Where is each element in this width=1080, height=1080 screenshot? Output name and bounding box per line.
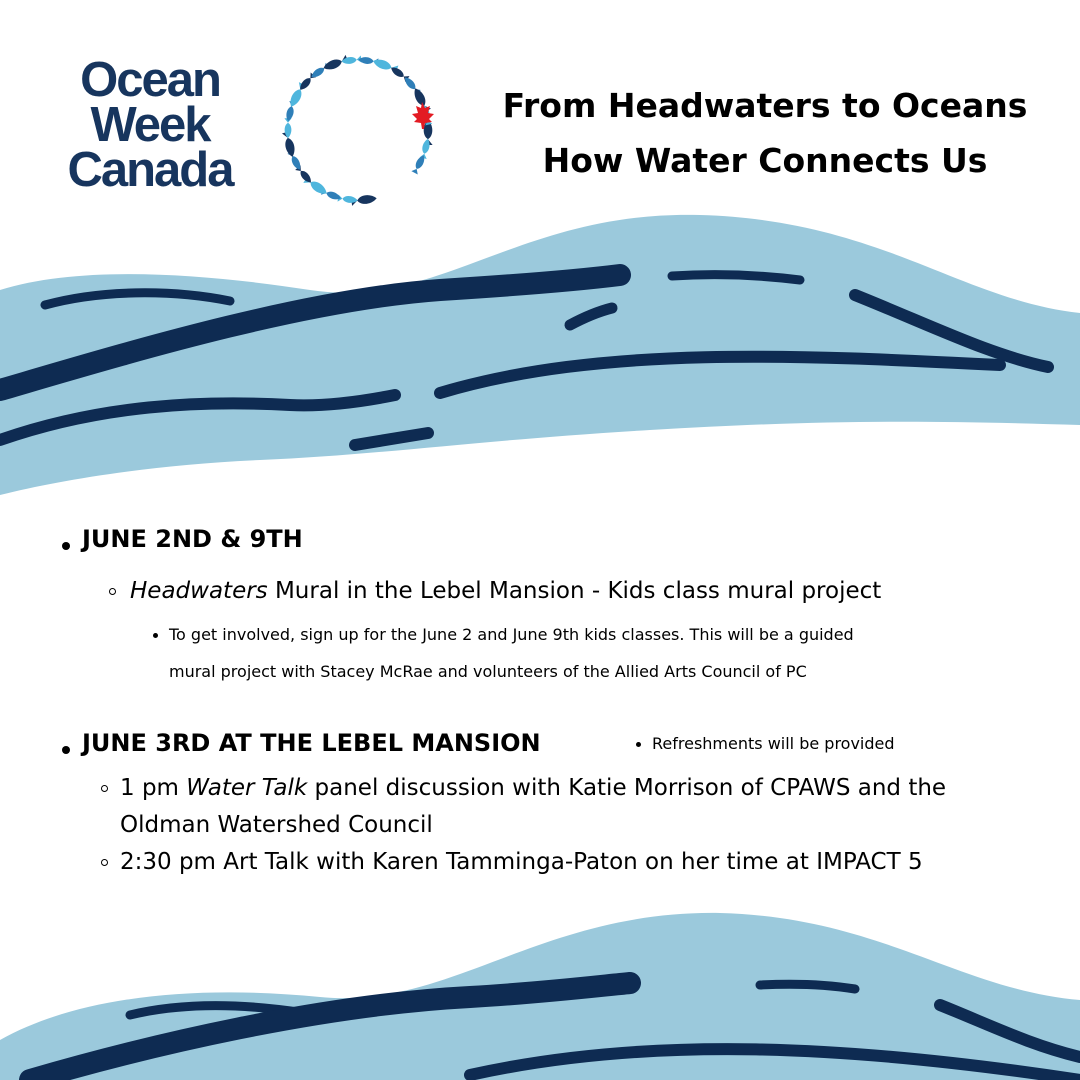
- mural-detail-line-1: To get involved, sign up for the June 2 and June 9th kids classes. This will be a guided: [169, 625, 854, 644]
- water-talk-line-2: Oldman Watershed Council: [120, 812, 433, 838]
- mural-title: [130, 576, 881, 606]
- bullet-circle: [109, 588, 116, 595]
- logo-line-canada: Canada: [67, 143, 233, 197]
- top-wave-graphic: [0, 205, 1080, 500]
- bullet-circle: [101, 785, 108, 792]
- water-talk-line-1: [120, 773, 946, 803]
- water-talk-time: 1 pm: [120, 775, 187, 801]
- fish-circle-maple-leaf-icon: [270, 42, 446, 218]
- bottom-wave-graphic: [0, 905, 1080, 1080]
- mural-title-rest: Mural in the Lebel Mansion - Kids class mural project: [267, 578, 882, 604]
- logo-line-week: Week: [90, 98, 210, 152]
- bullet-dot: [62, 542, 70, 550]
- heading-june-3: JUNE 3RD AT THE LEBEL MANSION: [82, 729, 541, 757]
- mural-title-italic: Headwaters: [130, 578, 268, 604]
- event-headline: [470, 78, 1060, 188]
- water-talk-title: Water Talk: [186, 775, 308, 801]
- bullet-small: [636, 742, 641, 747]
- headline-line-2: How Water Connects Us: [542, 141, 988, 180]
- refreshments-note: Refreshments will be provided: [652, 734, 895, 753]
- logo-line-ocean: Ocean: [80, 53, 220, 107]
- headline-line-1: From Headwaters to Oceans: [502, 86, 1028, 125]
- art-talk: 2:30 pm Art Talk with Karen Tamminga-Paton on her time at IMPACT 5: [120, 849, 923, 875]
- heading-june-2-9: JUNE 2ND & 9TH: [82, 525, 303, 553]
- water-talk-rest: panel discussion with Katie Morrison of CPAWS and the: [307, 775, 947, 801]
- fish-icon: [341, 56, 362, 66]
- logo-wordmark: [50, 53, 250, 197]
- bullet-dot: [62, 746, 70, 754]
- mural-detail-line-2: mural project with Stacey McRae and volunteers of the Allied Arts Council of PC: [169, 662, 807, 681]
- bullet-circle: [101, 859, 108, 866]
- fish-icon: [420, 138, 432, 159]
- bullet-small: [153, 633, 158, 638]
